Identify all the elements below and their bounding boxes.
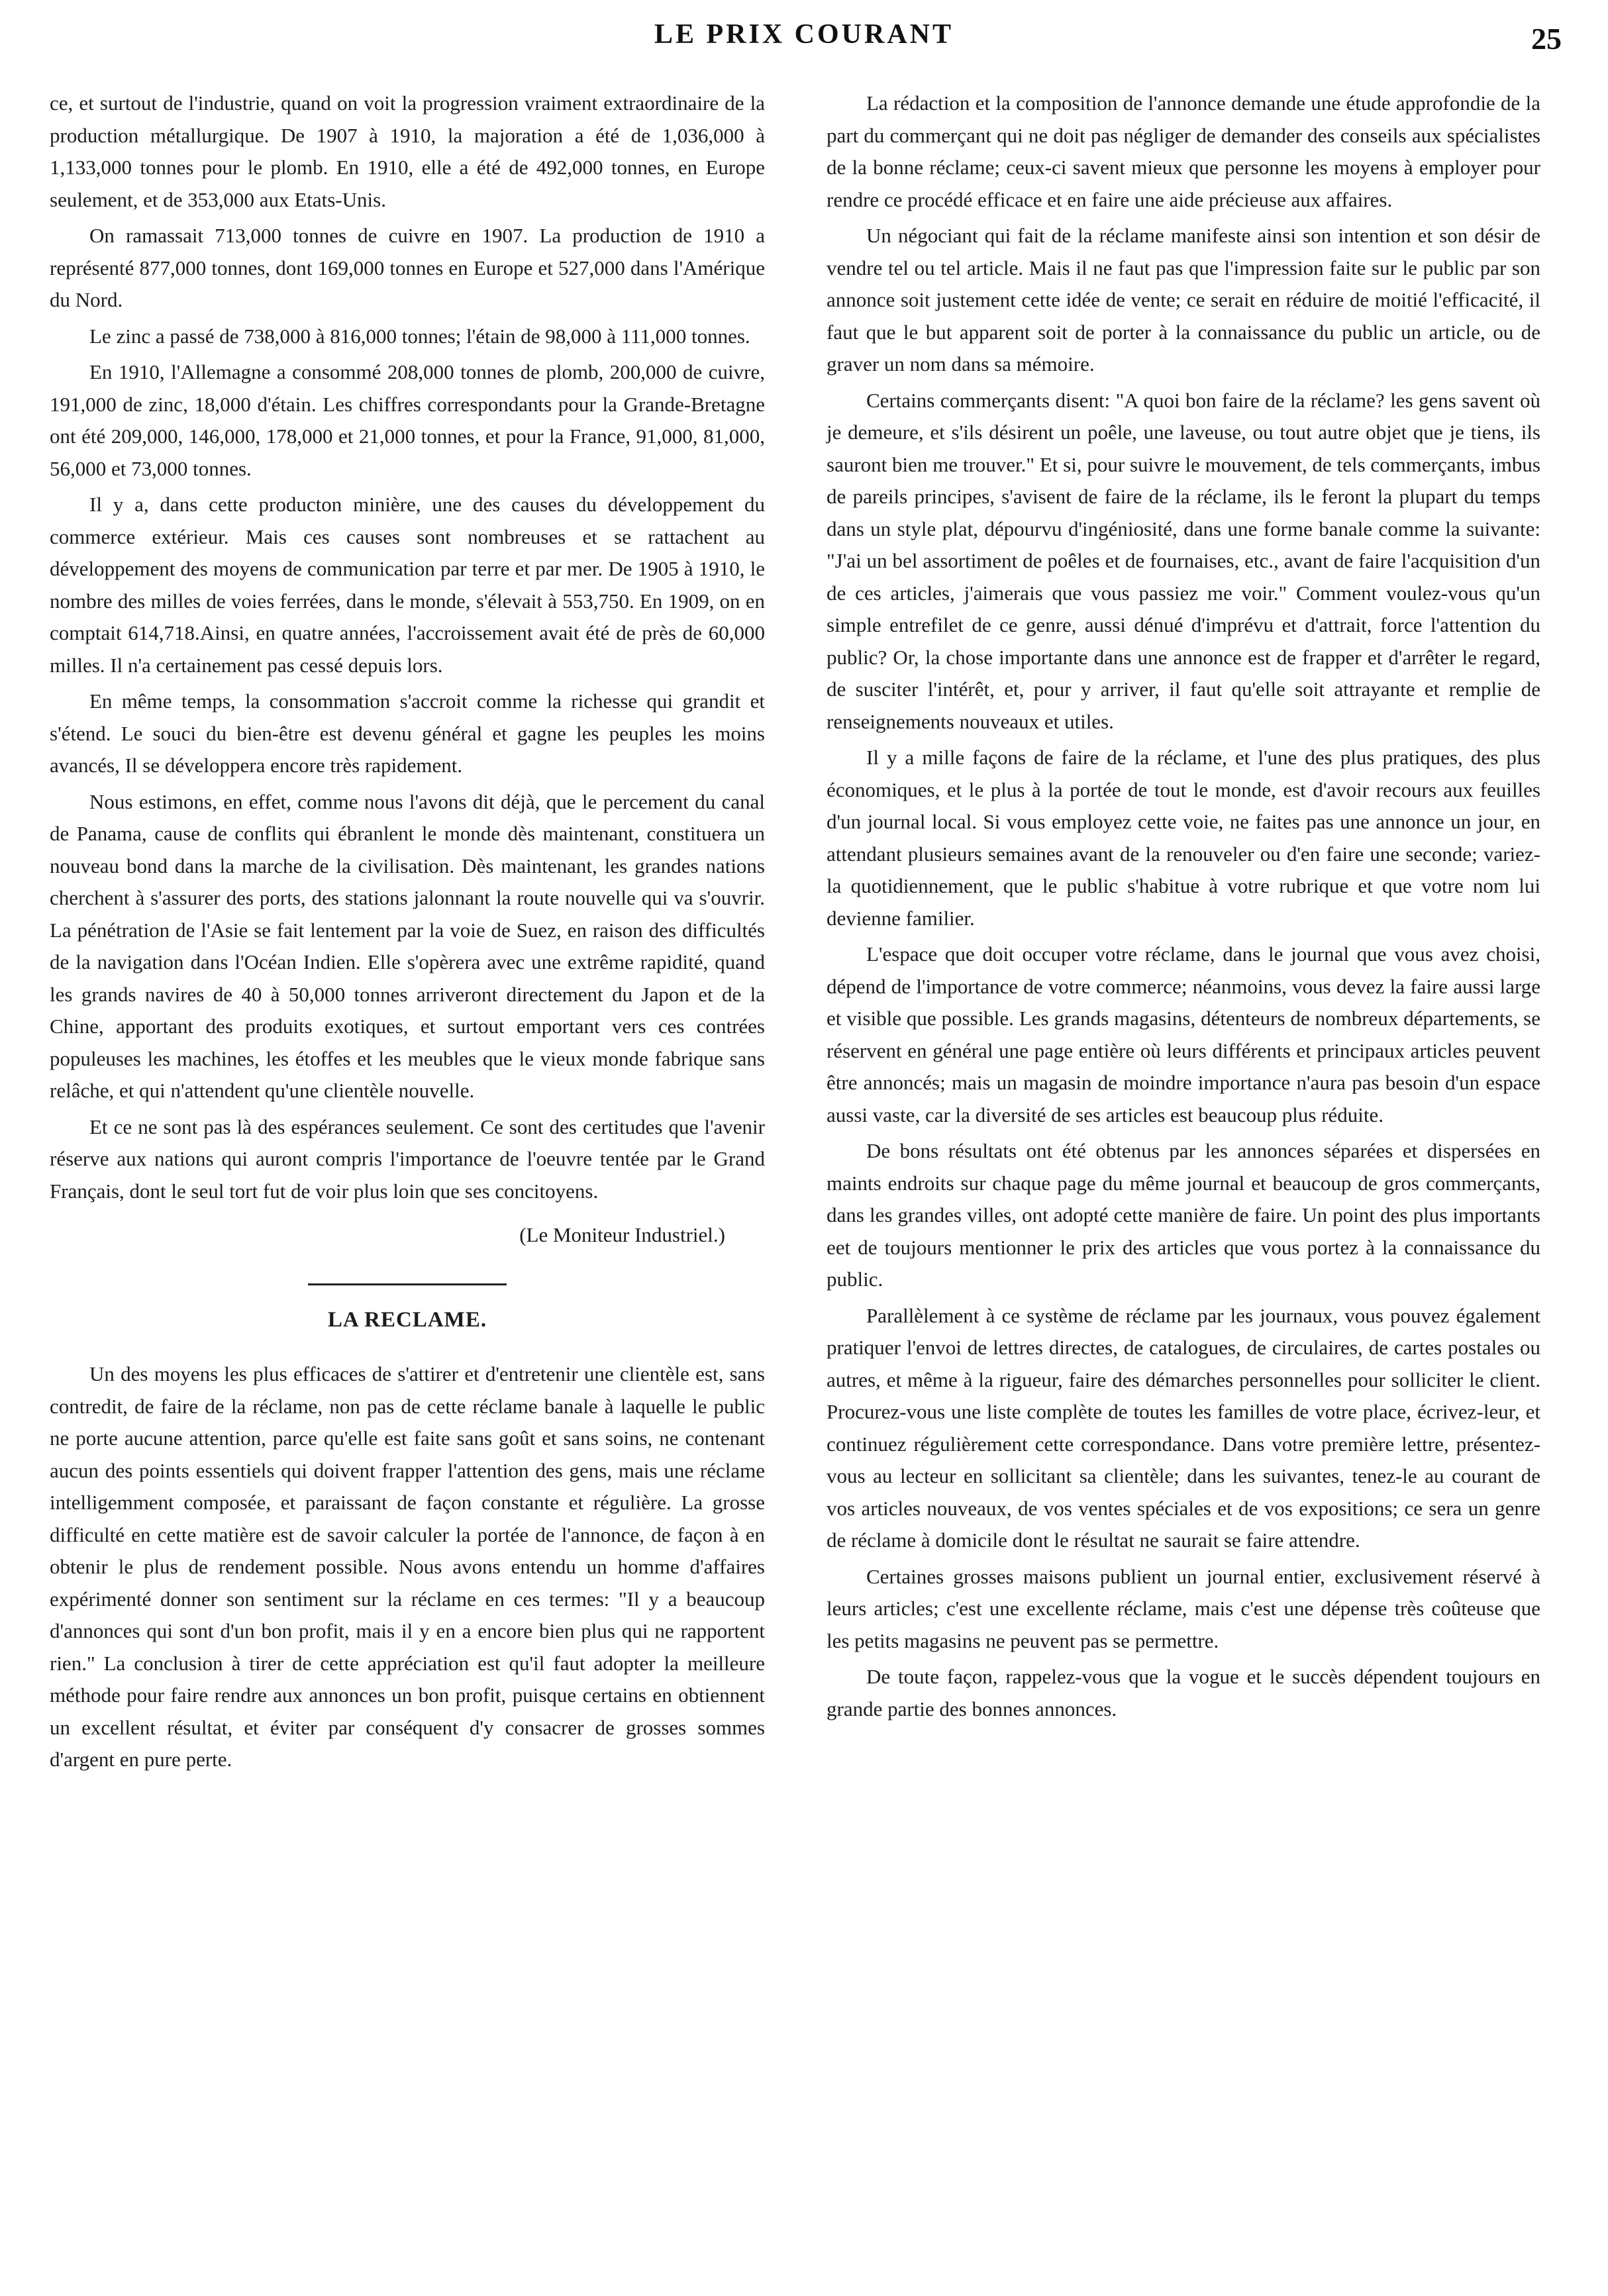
paragraph: L'espace que doit occuper votre réclame, dans le journal que vous avez choisi, dépend de l'importance de votre commerce; néanmoins, vous devez la faire aussi large et visible que possible. Les grands magasins, détenteurs de nombreux départements, se réservent en général une page entière où leurs différents et principaux articles peuvent être annoncés; mais un magasin de moindre importance n'aura pas besoin d'un espace aussi vaste, car la diversité de ses articles est beaucoup plus réduite. [827, 942, 1540, 1126]
paragraph: En 1910, l'Allemagne a consommé 208,000 tonnes de plomb, 200,000 de cuivre, 191,000 de zinc, 18,000 d'étain. Les chiffres correspondants pour la Grande-Bretagne ont été 209,000, 146,000, 178,000 et 21,000 tonnes, et pour la France, 91,000, 81,000, 56,000 et 73,000 tonnes. [50, 360, 765, 480]
paragraph: Le zinc a passé de 738,000 à 816,000 tonnes; l'étain de 98,000 à 111,000 tonnes. [89, 324, 750, 348]
section-title: LA RECLAME. [327, 1307, 487, 1332]
section-divider [308, 1283, 507, 1285]
page-number: 25 [1531, 22, 1562, 56]
paragraph: La rédaction et la composition de l'annonce demande une étude approfondie de la part du commerçant qui ne doit pas négliger de demander des conseils aux spécialistes de la bonne réclame; ceux-ci savent mieux que personne les moyens à employer pour rendre ce procédé efficace et en faire une aide précieuse aux affaires. [827, 91, 1540, 211]
source-credit: (Le Moniteur Industriel.) [519, 1223, 725, 1246]
journal-title: LE PRIX COURANT [654, 19, 954, 50]
paragraph: En même temps, la consommation s'accroit comme la richesse qui grandit et s'étend. Le souci du bien-être est devenu général et gagne les peuples les moins avancés, Il se développera encore très rapidement. [50, 689, 765, 777]
paragraph: Un des moyens les plus efficaces de s'attirer et d'entretenir une clientèle est, sans contredit, de faire de la réclame, non pas de cette réclame banale à laquelle le public ne porte aucune attention, parce qu'elle est faite sans goût et sans soins, ne contenant aucun des points essentiels qui doivent frapper l'attention des gens, mais une réclame intelligemment composée, et paraissant de façon constante et régulière. La grosse difficulté en cette matière est de savoir calculer la portée de l'annonce, de façon à en obtenir le plus de rendement possible. Nous avons entendu un homme d'affaires expérimenté donner son sentiment sur la réclame en ces termes: "Il y a beaucoup d'annonces qui sont d'un bon profit, mais il y en a encore bien plus qui ne rapportent rien." La conclusion à tirer de cette appréciation est qu'il faut adopter la meilleure méthode pour faire rendre aux annonces un bon profit, puisque certains en obtiennent un excellent résultat, et éviter par conséquent d'y consacrer de grosses sommes d'argent en pure perte. [50, 1362, 765, 1771]
paragraph: Un négociant qui fait de la réclame manifeste ainsi son intention et son désir de vendre tel ou tel article. Mais il ne faut pas que l'impression faite sur le public par son annonce soit justement cette idée de vente; ce serait en réduire de moitié l'efficacité, il faut que le but apparent soit de porter à la connaissance du public un article, ou de graver un nom dans sa mémoire. [827, 224, 1540, 375]
paragraph: Parallèlement à ce système de réclame par les journaux, vous pouvez également pratiquer l'envoi de lettres directes, de catalogues, de circulaires, de cartes postales ou autres, et même à la rigueur, faire des démarches personnelles pour solliciter le client. Procurez-vous une liste complète de toutes les familles de votre place, écrivez-leur, et continuez régulièrement cette correspondance. Dans votre première lettre, présentez-vous au lecteur en sollicitant sa clientèle; dans les suivantes, tenez-le au courant de vos articles nouveaux, de vos ventes spéciales et de vos expositions; ce sera un genre de réclame à domicile dont le résultat ne saurait se faire attendre. [827, 1303, 1540, 1552]
paragraph: ce, et surtout de l'industrie, quand on voit la progression vraiment extraordinaire de la production métallurgique. De 1907 à 1910, la majoration a été de 1,036,000 à 1,133,000 tonnes pour le plomb. En 1910, elle a été de 492,000 tonnes, en Europe seulement, et de 353,000 aux Etats-Unis. [50, 91, 765, 211]
paragraph: De bons résultats ont été obtenus par les annonces séparées et dispersées en maints endroits sur chaque page du même journal et beaucoup de gros commerçants, dans les grandes villes, ont adopté cette manière de faire. Un point des plus importants eet de toujours mentionner le prix des articles que vous portez à la connaissance du public. [827, 1139, 1540, 1291]
paragraph: Nous estimons, en effet, comme nous l'avons dit déjà, que le percement du canal de Panama, cause de conflits qui ébranlent le monde dès maintenant, constituera un nouveau bond dans la marche de la civilisation. Dès maintenant, les grandes nations cherchent à s'assurer des ports, des stations jalonnant la route nouvelle qui va s'ouvrir. La pénétration de l'Asie se fait lentement par la voie de Suez, en raison des difficultés de la navigation dans l'Océan Indien. Elle s'opèrera avec une extrême rapidité, quand les grands navires de 40 à 50,000 tonnes arriveront directement du Japon et de la Chine, apportant des produits exotiques, et surtout emportant vers ces contrées populeuses les machines, les étoffes et les meubles que le vieux monde fabrique sans relâche, et qui n'attendent qu'une clientèle nouvelle. [50, 789, 765, 1102]
paragraph: Certains commerçants disent: "A quoi bon faire de la réclame? les gens savent où je demeure, et s'ils désirent un poêle, une laveuse, ou tout autre objet que je tiens, ils sauront bien me trouver." Et si, pour suivre le mouvement, de tels commerçants, imbus de pareils principes, s'avisent de faire de la réclame, ils le feront la plupart du temps dans un style plat, dépourvu d'ingéniosité, dans une forme banale comme la suivante: "J'ai un bel assortiment de poêles et de fournaises, etc., avant de faire l'acquisition d'un de ces articles, j'aimerais que vous passiez me voir." Comment voulez-vous qu'un simple entrefilet de ce genre, aussi dénué d'imprévu et d'attrait, force l'attention du public? Or, la chose importante dans une annonce est de frapper et d'arrêter le regard, de susciter l'intérêt, et, pour y arriver, il faut qu'elle soit attrayante et remplie de renseignements nouveaux et utiles. [827, 388, 1540, 733]
paragraph: Et ce ne sont pas là des espérances seulement. Ce sont des certitudes que l'avenir réserve aux nations qui auront compris l'importance de l'oeuvre tentée par le Grand Français, dont le seul tort fut de voir plus loin que ses concitoyens. [50, 1115, 765, 1203]
paragraph: Il y a mille façons de faire de la réclame, et l'une des plus pratiques, des plus économiques, et le plus à la portée de tout le monde, est d'avoir recours aux feuilles d'un journal local. Si vous employez cette voie, ne faites pas une annonce un jour, en attendant plusieurs semaines avant de la renouveler ou d'en faire une seconde; variez-la quotidiennement, que le public s'habitue à votre rubrique et que votre nom lui devienne familier. [827, 746, 1540, 930]
page-header [46, 19, 1562, 58]
paragraph: Il y a, dans cette producton minière, une des causes du développement du commerce extérieur. Mais ces causes sont nombreuses et se rattachent au développement des moyens de communication par terre et par mer. De 1905 à 1910, le nombre des milles de voies ferrées, dans le monde, s'élevait à 553,750. En 1909, on en comptait 614,718.Ainsi, en quatre années, l'accroissement avait été de près de 60,000 milles. Il n'a certainement pas cessé depuis lors. [50, 493, 765, 677]
paragraph: De toute façon, rappelez-vous que la vogue et le succès dépendent toujours en grande partie des bonnes annonces. [827, 1665, 1540, 1721]
paragraph: On ramassait 713,000 tonnes de cuivre en 1907. La production de 1910 a représenté 877,000 tonnes, dont 169,000 tonnes en Europe et 527,000 dans l'Amérique du Nord. [50, 224, 765, 311]
left-column [50, 87, 765, 1780]
paragraph: Certaines grosses maisons publient un journal entier, exclusivement réservé à leurs articles; c'est une excellente réclame, mais c'est une dépense très coûteuse que les petits magasins ne peuvent pas se permettre. [827, 1564, 1540, 1652]
right-column [827, 87, 1540, 1729]
